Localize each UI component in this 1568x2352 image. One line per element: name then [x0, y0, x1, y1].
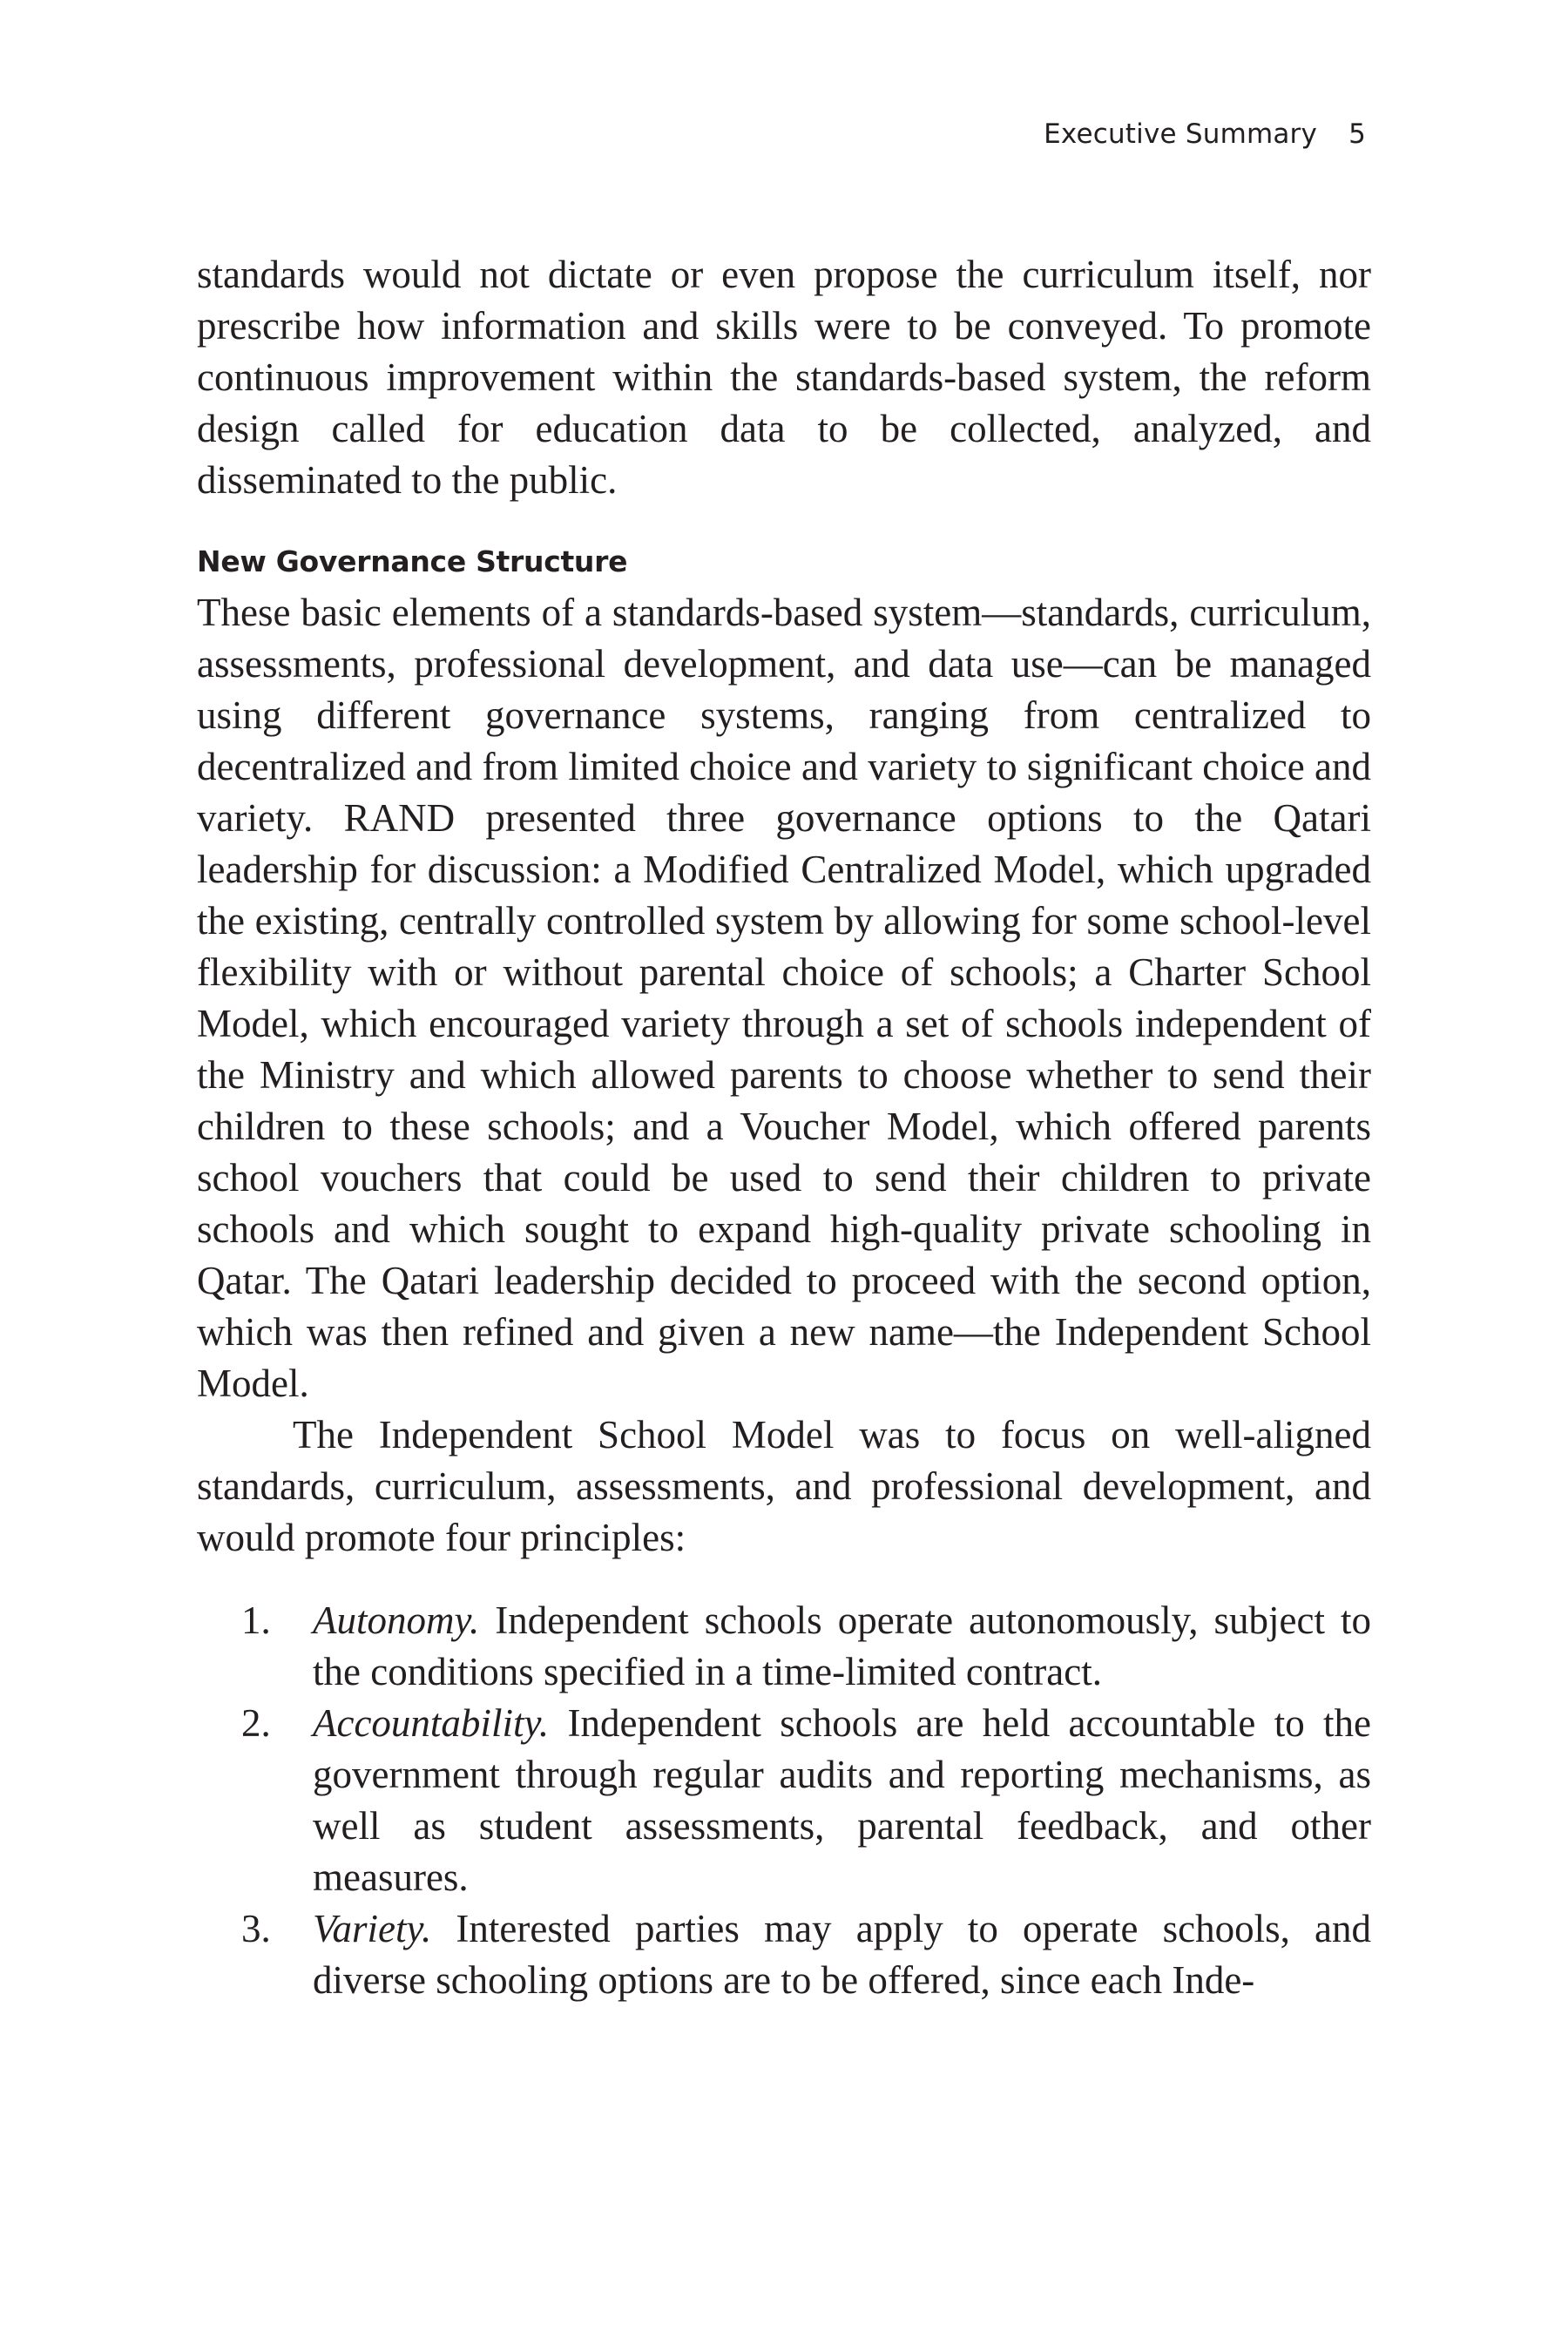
list-text: Interested parties may apply to operate schools, and diverse schooling options are to be offered, since each Inde- [313, 1907, 1371, 2002]
list-number: 1. [241, 1598, 271, 1642]
principles-list [197, 1595, 1371, 2006]
list-item [197, 1595, 1371, 1698]
section-heading: New Governance Structure [197, 544, 628, 578]
text-column [197, 249, 1371, 2006]
list-number: 2. [241, 1701, 271, 1745]
list-text: Independent schools operate autonomously, subject to the conditions specified in a time-limited contract. [313, 1598, 1371, 1693]
list-item [197, 1698, 1371, 1903]
list-term: Accountability. [313, 1701, 550, 1745]
section-title: Executive Summary [1044, 118, 1318, 150]
list-number: 3. [241, 1907, 271, 1950]
list-term: Variety. [313, 1907, 432, 1950]
paragraph-governance: These basic elements of a standards-based system—standards, curriculum, assessments, professional development, and data use—can be managed using different governance systems, ranging from centralized to decentralized and from limited choice and variety to significant choice and variety. RAND presented three governance options to the Qatari leadership for discussion: a Modified Centralized Model, which upgraded the existing, centrally controlled system by allowing for some school-level flexibility with or without parental choice of schools; a Charter School Model, which encouraged variety through a set of schools independent of the Ministry and which allowed parents to choose whether to send their children to these schools; and a Voucher Model, which offered parents school vouchers that could be used to send their children to private schools and which sought to expand high-quality private schooling in Qatar. The Qatari leadership decided to proceed with the second option, which was then refined and given a new name—the Independent School Model. [197, 591, 1371, 1405]
paragraph-independent-model: The Independent School Model was to focus on well-aligned standards, curriculum, assessments, and professional development, and would promote four principles: [197, 1413, 1371, 1559]
paragraph-continued: standards would not dictate or even propose the curriculum itself, nor prescribe how information and skills were to be conveyed. To promote continuous improvement within the standards-based system, the reform design called for education data to be collected, analyzed, and disseminated to the public. [197, 253, 1371, 502]
list-text: Independent schools are held accountable to the government through regular audits and reporting mechanisms, as well as student assessments, parental feedback, and other measures. [313, 1701, 1371, 1899]
page-number: 5 [1348, 118, 1366, 150]
running-header [1044, 118, 1366, 150]
list-term: Autonomy. [313, 1598, 480, 1642]
list-item [197, 1903, 1371, 2006]
